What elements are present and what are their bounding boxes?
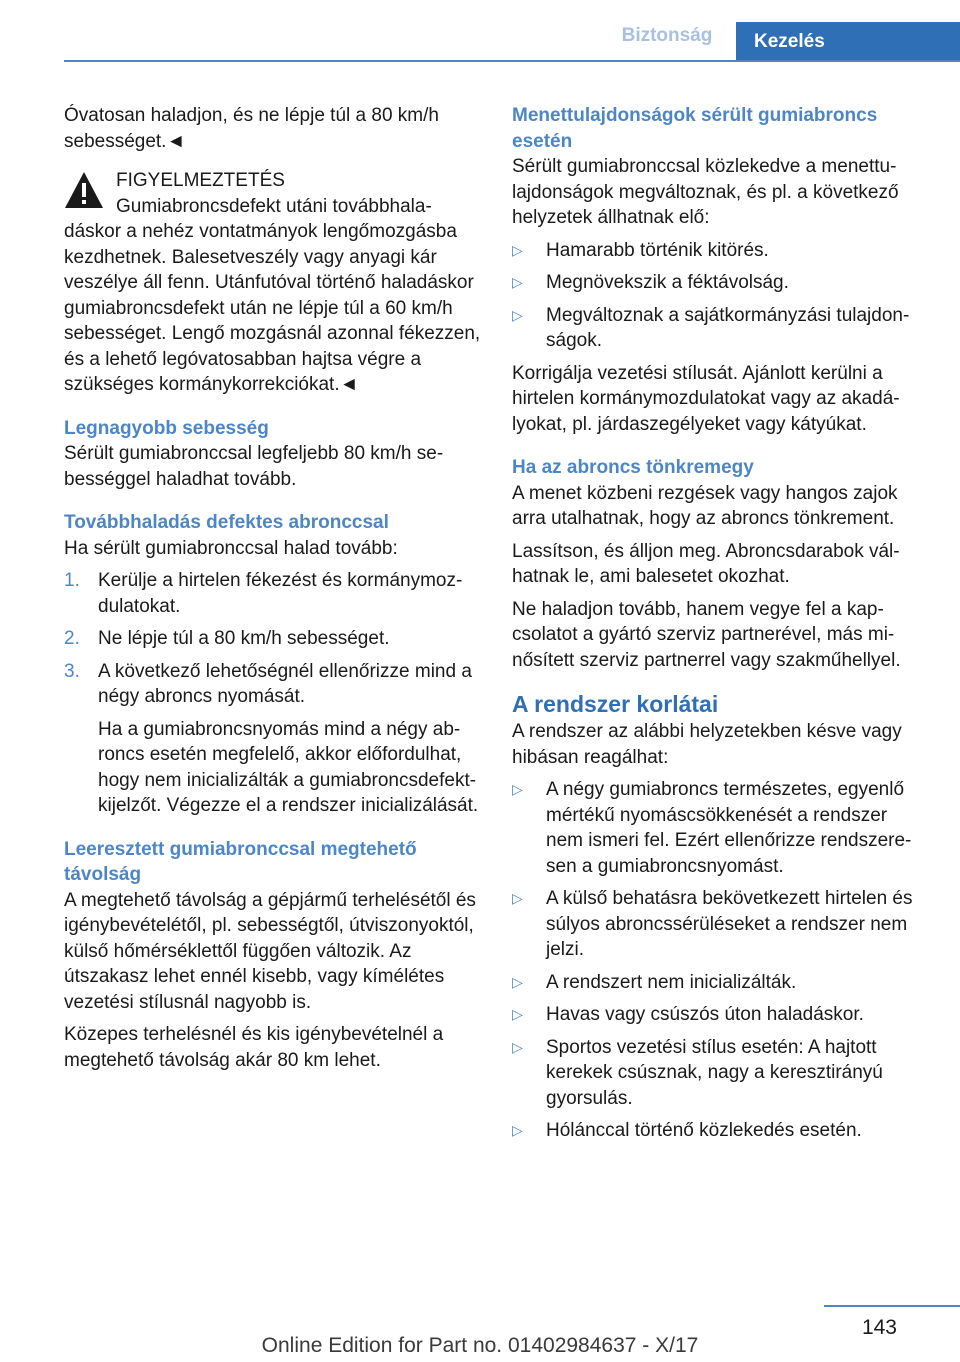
range-paragraph-1: A megtehető távolság a gépjármű terhelésétől és igénybevételétől, pl. sebességtől, útviszonyoktól, külső hőmérséklettől függően változik. Az útszakasz lehet ennél kisebb, vagy kímélétes vezetési stílusnál nagyobb is. (64, 889, 476, 1013)
list-item-text: A négy gumiabroncs természetes, egyenlő mértékű nyomáscsökkenését a rendszer nem ismeri fel. Ezért ellenőrizze rendszeresen a gumiabroncsnyomást. (546, 779, 912, 877)
tab-kezeles[interactable] (736, 22, 960, 62)
list-item-text: Sportos vezetési stílus esetén: A hajtott kerekek csúsznak, nagy a keresztirányú gyorsulás. (546, 1036, 883, 1109)
heading-continue-driving: Továbbhaladás defektes abronccsal (64, 512, 389, 533)
step-number: 3. (64, 660, 80, 682)
step-text: A következő lehetőségnél ellenőrizze mind a négy abroncs nyomását. (98, 660, 472, 707)
list-item-text: Megváltoznak a sajátkormányzási tulajdonságok. (546, 304, 910, 351)
driving-properties-paragraph: Sérült gumiabronccsal közlekedve a menettulajdonságok megváltoznak, és pl. a következő helyzetek állhatnak elő: (512, 156, 899, 228)
steps-list (64, 568, 482, 819)
step-number: 1. (64, 570, 80, 591)
bullet-triangle-icon: ▷ (512, 1038, 523, 1055)
list-item (512, 777, 927, 879)
heading-range: Leeresztett gumiabronccsal megtehető távolság (64, 838, 417, 885)
warning-triangle-icon (64, 170, 104, 210)
list-item (64, 659, 482, 819)
step3-extra: Ha a gumiabroncsnyomás mind a négy abroncs esetén megfelelő, akkor előfordulhat, hogy nem inicializálták a gumiabroncsdefekt-kijelzőt. Végezze el a rendszer inicializálását. (98, 718, 479, 816)
system-limits-list (512, 777, 927, 1144)
list-item-text: Megnövekszik a féktávolság. (546, 272, 789, 293)
list-item (512, 303, 927, 354)
system-limits-paragraph: A rendszer az alábbi helyzetekben késve vagy hibásan reagálhat: (512, 721, 902, 768)
warning-text: Gumiabroncsdefekt utáni továbbhaladáskor a nehéz vontatmányok lengőmozgásba kezdhetnek. Balesetveszély vagy anyagi kár veszélye áll fenn. Utánfutóval történő haladáskor gumiabroncsdefekt után ne lépje túl a 60 km/h sebességet. Lengő mozgásnál azonnal fékezzen, és a lehető legóvatosabban hajtsa végre a szükséges kormánykorrekciókat.◄ (64, 195, 481, 395)
list-item-text: Hamarabb történik kitörés. (546, 239, 769, 261)
bullet-triangle-icon: ▷ (512, 274, 523, 290)
max-speed-paragraph: Sérült gumiabronccsal legfeljebb 80 km/h sebességgel haladhat tovább. (64, 443, 444, 490)
list-item-text: A külső behatásra bekövetkezett hirtelen és súlyos abroncssérüléseket a rendszer nem jelzi. (546, 888, 913, 960)
list-item (512, 886, 927, 963)
list-item (512, 1118, 927, 1144)
list-item (512, 270, 927, 296)
header-rule (64, 60, 960, 62)
bullet-triangle-icon: ▷ (512, 890, 523, 906)
list-item-text: A rendszert nem inicializálták. (546, 971, 797, 993)
list-item (512, 238, 927, 264)
left-column (64, 103, 482, 1080)
step-text: Ne lépje túl a 80 km/h sebességet. (98, 628, 390, 649)
intro-paragraph: Óvatosan haladjon, és ne lépje túl a 80 km/h sebességet.◄ (64, 105, 439, 152)
edition-footer: Online Edition for Part no. 01402984637 - X/17 (261, 1334, 699, 1357)
list-item-text: Hólánccal történő közlekedés esetén. (546, 1120, 862, 1141)
heading-system-limits: A rendszer korlátai (512, 691, 719, 717)
range-paragraph-2: Közepes terhelésnél és kis igénybevételnél a megtehető távolság akár 80 km lehet. (64, 1024, 444, 1071)
bullet-triangle-icon: ▷ (512, 1006, 523, 1022)
driving-style-paragraph: Korrigálja vezetési stílusát. Ajánlott kerülni a hirtelen kormánymozdulatokat vagy az akadályokat, pl. járdaszegélyeket vagy kátyúkat. (512, 362, 900, 435)
step-text: Kerülje a hirtelen fékezést és kormánymozdulatokat. (98, 570, 463, 617)
warning-title: FIGYELMEZTETÉS (116, 170, 285, 191)
heading-max-speed: Legnagyobb sebesség (64, 417, 269, 439)
heading-driving-properties: Menettulajdonságok sérült gumiabroncs esetén (512, 105, 878, 152)
list-item (512, 970, 927, 996)
driving-properties-list (512, 238, 927, 354)
list-item (512, 1002, 927, 1028)
heading-tire-broken: Ha az abroncs tönkremegy (512, 457, 754, 478)
tire-broken-paragraph-3: Ne haladjon tovább, hanem vegye fel a kapcsolatot a gyártó szerviz partnerével, más minősített szerviz partnerrel vagy szakműhellyel. (512, 598, 901, 671)
list-item (512, 1035, 927, 1112)
tire-broken-paragraph-2: Lassítson, és álljon meg. Abroncsdarabok válhatnak le, ami balesetet okozhat. (512, 540, 900, 587)
warning-block (64, 168, 482, 398)
list-item-text: Havas vagy csúszós úton haladáskor. (546, 1004, 864, 1025)
bullet-triangle-icon: ▷ (512, 1122, 523, 1138)
page-number: 143 (861, 1316, 897, 1339)
page-number-rule (824, 1305, 960, 1307)
tire-broken-paragraph-1: A menet közbeni rezgések vagy hangos zajok arra utalhatnak, hogy az abroncs tönkrement. (512, 482, 898, 529)
bullet-triangle-icon: ▷ (512, 973, 523, 990)
bullet-triangle-icon: ▷ (512, 241, 523, 258)
list-item (64, 568, 482, 619)
tab-biztonsag[interactable]: Biztonság (621, 25, 713, 46)
continue-driving-paragraph: Ha sérült gumiabronccsal halad tovább: (64, 537, 398, 559)
list-item (64, 626, 482, 652)
page-header (0, 0, 960, 62)
bullet-triangle-icon: ▷ (512, 306, 523, 323)
tab-kezeles-label: Kezelés (754, 31, 825, 52)
bullet-triangle-icon: ▷ (512, 781, 523, 797)
step-number: 2. (64, 628, 80, 649)
right-column (512, 103, 927, 1151)
